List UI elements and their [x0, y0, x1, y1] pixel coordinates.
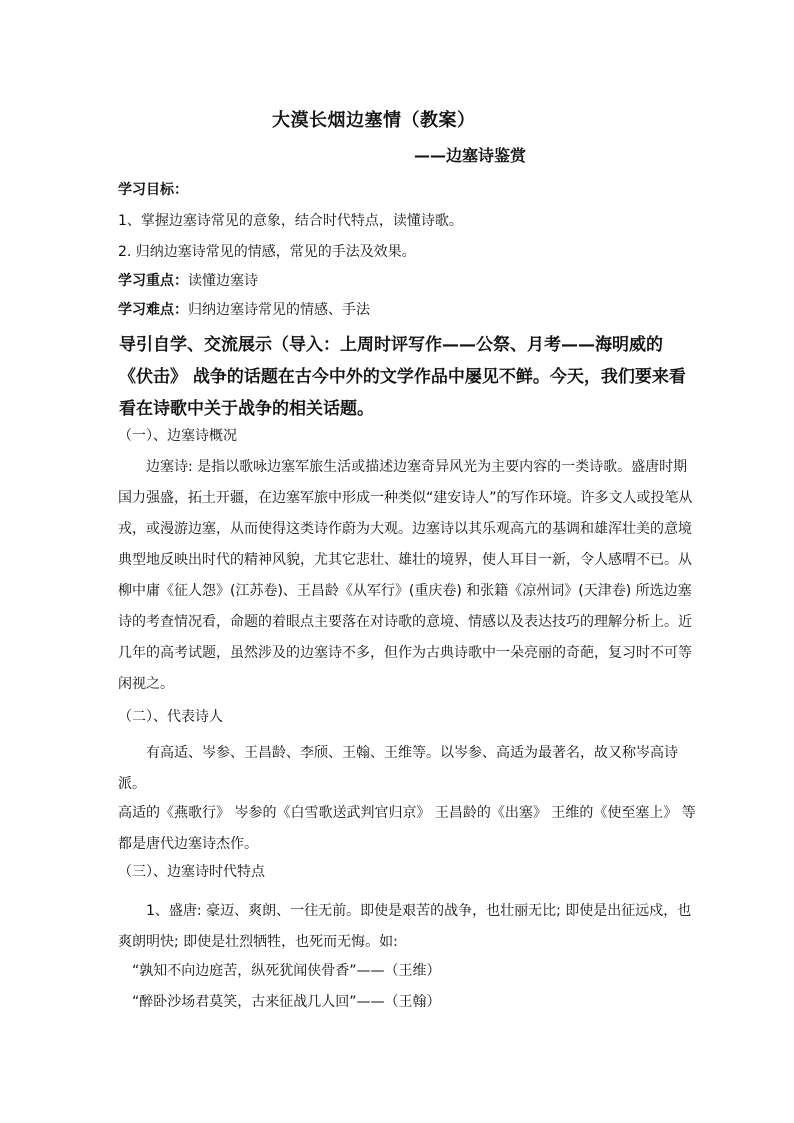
goal-item-2: 2. 归纳边塞诗常见的情感，常见的手法及效果。: [118, 244, 416, 260]
section-2-extra: 高适的《燕歌行》 岑参的《白雪歌送武判官归京》 王昌龄的《出塞》 王维的《使至塞上》 等都是唐代边塞诗杰作。: [118, 805, 696, 852]
section-1-paragraph: 边塞诗: 是指以歌咏边塞军旅生活或描述边塞奇异风光为主要内容的一类诗歌。盛唐时期国力强盛，拓土开疆，在边塞军旅中形成一种类似“建安诗人”的写作环境。许多文人或投笔从戎，或漫游边塞，从而使得这类诗作蔚为大观。边塞诗以其乐观高亢的基调和雄浑壮美的意境典型地反映出时代的精神风貌，尤其它悲壮、雄壮的境界，使人耳目一新，令人感喟不已。从柳中庸《征人怨》(江苏卷)、王昌龄《从军行》(重庆卷) 和张籍《凉州词》(天津卷) 所选边塞诗的考查情况看，命题的着眼点主要落在对诗歌的意境、情感以及表达技巧的理解分析上。近几年的高考试题，虽然涉及的边塞诗不多，但作为古典诗歌中一朵亮丽的奇葩，复习时不可等闲视之。: [118, 459, 693, 692]
focus-label: 学习重点：: [118, 273, 188, 289]
section-1-heading: （一）、边塞诗概况: [118, 428, 237, 444]
goals-heading: 学习目标：: [118, 182, 188, 198]
focus-row: [118, 270, 258, 290]
quote-1: “孰知不向边庭苦，纵死犹闻侠骨香”——（王维）: [132, 963, 441, 979]
section-2-heading: （二）、代表诗人: [118, 709, 223, 725]
difficulty-row: [118, 299, 370, 319]
focus-text: 读懂边塞诗: [188, 273, 258, 289]
difficulty-text: 归纳边塞诗常见的情感、手法: [188, 302, 370, 318]
document-title: 大漠长烟边塞情（教案）: [272, 110, 476, 131]
goal-item-1: 1、掌握边塞诗常见的意象，结合时代特点，读懂诗歌。: [118, 213, 463, 229]
section-3-heading: （三）、边塞诗时代特点: [118, 864, 265, 880]
document-subtitle: ——边塞诗鉴赏: [414, 146, 527, 165]
quote-2: “醉卧沙场君莫笑，古来征战几人回”——（王翰）: [132, 994, 441, 1010]
difficulty-label: 学习难点：: [118, 302, 188, 318]
section-2-paragraph: 有高适、岑参、王昌龄、李颀、王翰、王维等。以岑参、高适为最著名，故又称岑高诗派。: [118, 745, 678, 792]
intro-paragraph: 导引自学、交流展示（导入：上周时评写作——公祭、月考——海明威的《伏击》 战争的话题在古今中外的文学作品中屡见不鲜。今天，我们要来看看在诗歌中关于战争的相关话题。: [119, 335, 686, 419]
section-3-paragraph: 1、盛唐: 豪迈、爽朗、一往无前。即使是艰苦的战争，也壮丽无比; 即使是出征远戍，也爽朗明快; 即使是壮烈牺牲，也死而无悔。如:: [118, 903, 692, 950]
